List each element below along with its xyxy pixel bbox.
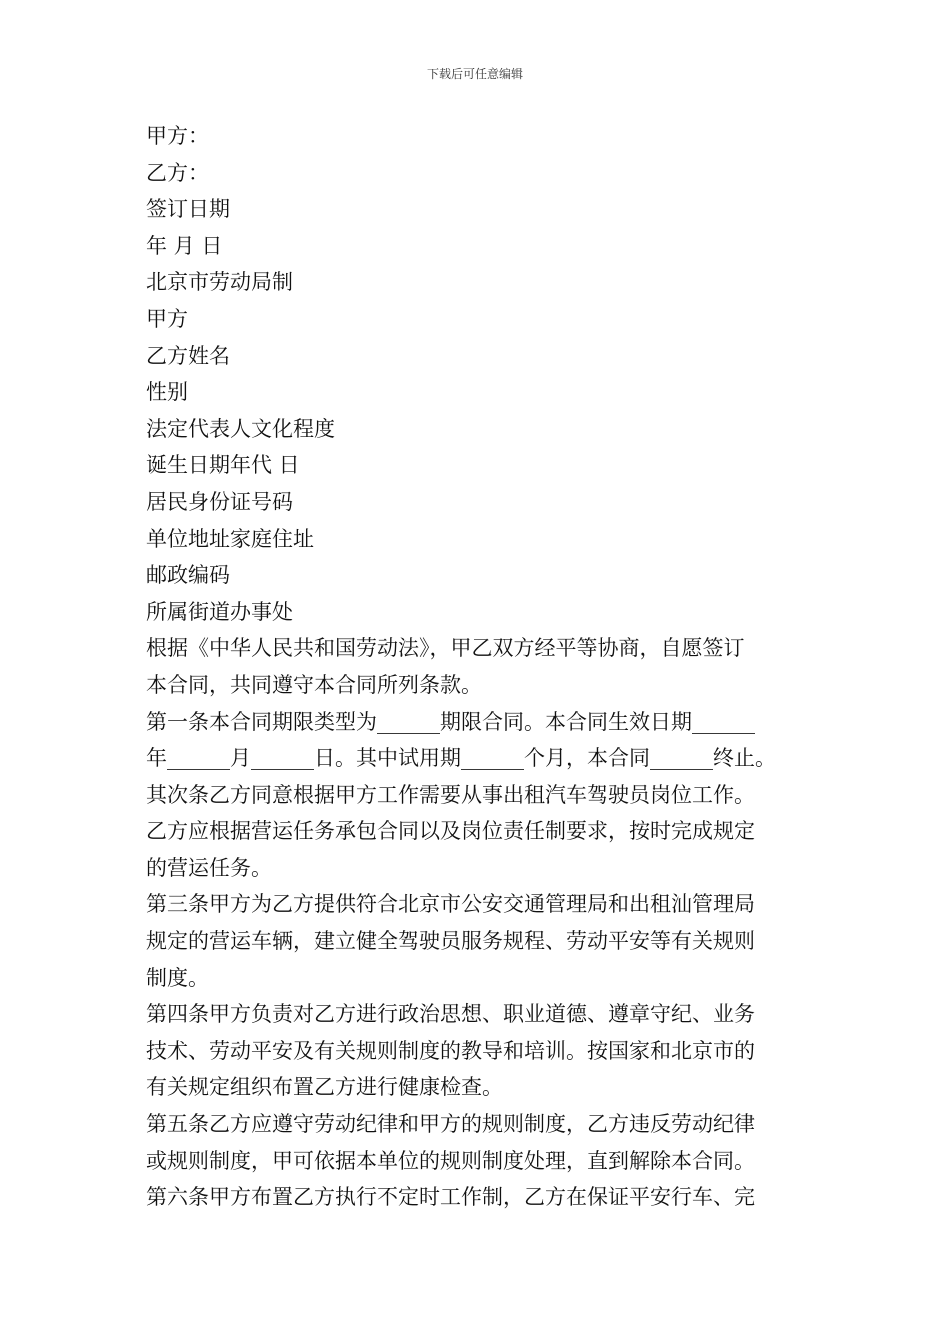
- field-street-office: 所属街道办事处: [146, 599, 293, 624]
- field-postal-code: 邮政编码: [146, 563, 230, 588]
- preamble-line: 根据《中华人民共和国劳动法》，甲乙双方经平等协商，自愿签订: [146, 636, 745, 661]
- issuer-line: 北京市劳动局制: [146, 270, 293, 295]
- preamble-line: 本合同，共同遵守本合同所列条款。: [146, 672, 482, 697]
- article-5-line: 或规则制度，甲可依据本单位的规则制度处理，直到解除本合同。: [146, 1148, 755, 1173]
- article-3-line: 规定的营运车辆，建立健全驾驶员服务规程、劳动平安等有关规则: [146, 929, 755, 954]
- field-party-a-label: 甲方: [146, 306, 188, 331]
- article-5-line: 第五条乙方应遵守劳动纪律和甲方的规则制度，乙方违反劳动纪律: [146, 1112, 755, 1137]
- field-party-b: 乙方：: [146, 160, 209, 185]
- article-4-line: 第四条甲方负责对乙方进行政治思想、职业道德、遵章守纪、业务: [146, 1002, 755, 1027]
- field-party-a: 甲方：: [146, 124, 209, 148]
- field-sign-date: 签订日期: [146, 197, 230, 222]
- article-1-line: 年______月______日。其中试用期______个月，本合同______终止。: [146, 746, 776, 771]
- article-3-line: 制度。: [146, 965, 209, 990]
- article-4-line: 有关规定组织布置乙方进行健康检查。: [146, 1075, 503, 1100]
- field-gender: 性别: [146, 380, 188, 405]
- document-body: [146, 118, 810, 1216]
- article-1-line: 第一条本合同期限类型为______期限合同。本合同生效日期______: [146, 709, 755, 734]
- article-4-line: 技术、劳动平安及有关规则制度的教导和培训。按国家和北京市的: [146, 1038, 755, 1063]
- field-birth-date: 诞生日期年代 日: [146, 453, 300, 478]
- article-2-line: 乙方应根据营运任务承包合同以及岗位责任制要求，按时完成规定: [146, 819, 755, 844]
- field-legal-rep-education: 法定代表人文化程度: [146, 416, 335, 441]
- page-header: 下载后可任意编辑: [426, 67, 523, 81]
- article-6-line: 第六条甲方布置乙方执行不定时工作制，乙方在保证平安行车、完: [146, 1185, 755, 1210]
- field-id-number: 居民身份证号码: [146, 489, 293, 514]
- field-party-b-name: 乙方姓名: [146, 343, 230, 368]
- article-2-line: 其次条乙方同意根据甲方工作需要从事出租汽车驾驶员岗位工作。: [146, 782, 755, 807]
- field-addresses: 单位地址家庭住址: [146, 526, 314, 551]
- field-year-month-day: 年 月 日: [146, 233, 223, 258]
- article-2-line: 的营运任务。: [146, 855, 272, 880]
- article-3-line: 第三条甲方为乙方提供符合北京市公安交通管理局和出租汕管理局: [146, 892, 755, 917]
